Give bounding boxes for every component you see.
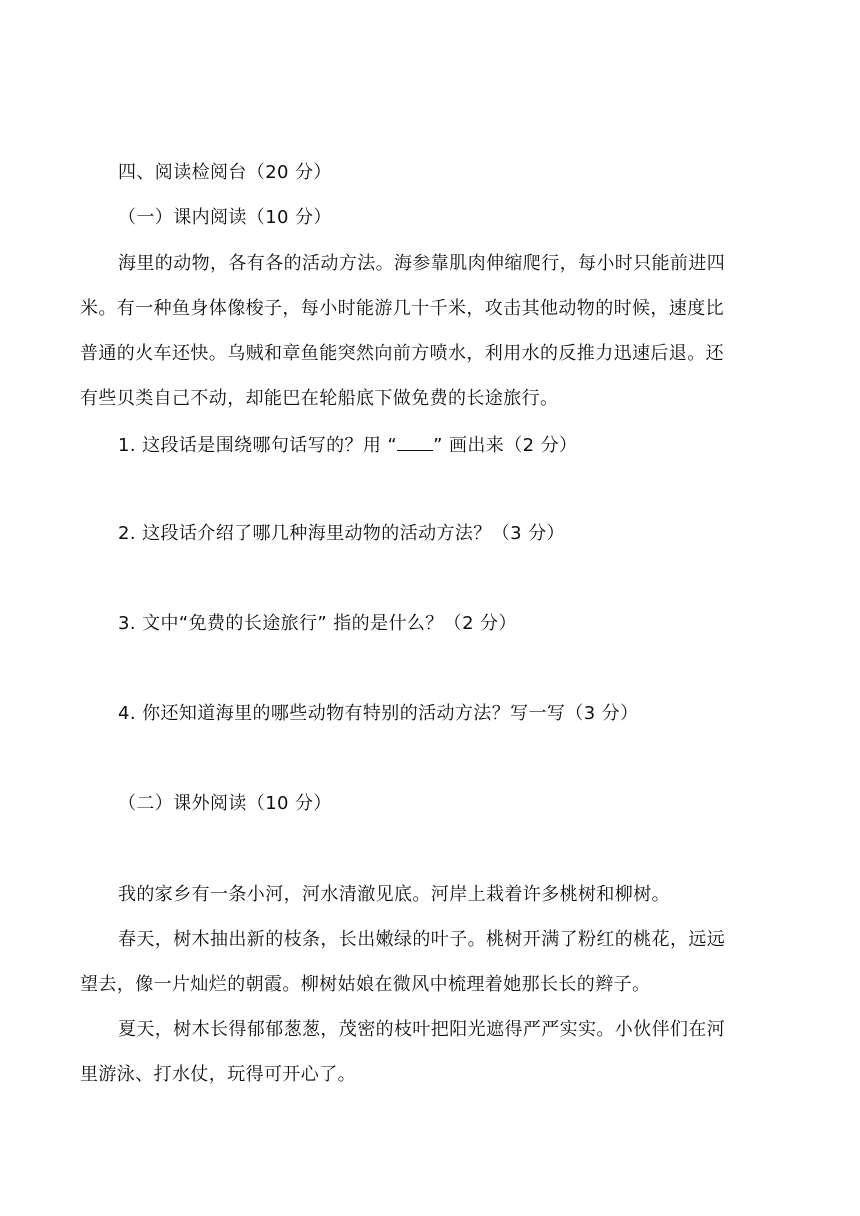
question-1-text-after: ” 画出来（2 分）: [433, 435, 578, 456]
passage-line-3: 普通的火车还快。乌贼和章鱼能突然向前方喷水，利用水的反推力迅速后退。还: [80, 343, 724, 364]
answer-underline-blank: [397, 432, 433, 451]
paragraph-1: 我的家乡有一条小河，河水清澈见底。河岸上栽着许多桃树和柳树。: [118, 884, 670, 905]
passage-line-1: [118, 252, 780, 276]
paragraph-2-line-1: 春天，树木抽出新的枝条，长出嫩绿的叶子。桃树开满了粉红的桃花，远远: [118, 929, 726, 950]
section-title: 四、阅读检阅台（20 分）: [118, 162, 332, 183]
paragraph-2-line-2: 望去，像一片灿烂的朝霞。柳树姑娘在微风中梳理着她那长长的辫子。: [80, 974, 651, 995]
paragraph-3-line-1: 夏天，树木长得郁郁葱葱，茂密的枝叶把阳光遮得严严实实。小伙伴们在河: [118, 1019, 726, 1040]
question-2: 2. 这段话介绍了哪几种海里动物的活动方法？（3 分）: [118, 523, 565, 544]
question-1: [118, 432, 577, 458]
question-4: 4. 你还知道海里的哪些动物有特别的活动方法？写一写（3 分）: [118, 703, 639, 724]
part2-heading: （二）课外阅读（10 分）: [118, 793, 332, 814]
passage-line-4: 有些贝类自己不动，却能巴在轮船底下做免费的长途旅行。: [80, 388, 559, 409]
part1-heading: （一）课内阅读（10 分）: [118, 207, 332, 228]
question-1-text-before: 1. 这段话是围绕哪句话写的？用 “: [118, 435, 398, 456]
passage-line-2: 米。有一种鱼身体像梭子，每小时能游几十千米，攻击其他动物的时候，速度比: [80, 298, 724, 319]
question-3: 3. 文中“免费的长途旅行” 指的是什么？（2 分）: [118, 613, 517, 634]
passage-line-1-text: 海里的动物，各有各的活动方法。海参靠肌肉伸缩爬行，每小时只能前进四: [118, 253, 726, 274]
paragraph-3-line-2: 里游泳、打水仗，玩得可开心了。: [80, 1064, 356, 1085]
